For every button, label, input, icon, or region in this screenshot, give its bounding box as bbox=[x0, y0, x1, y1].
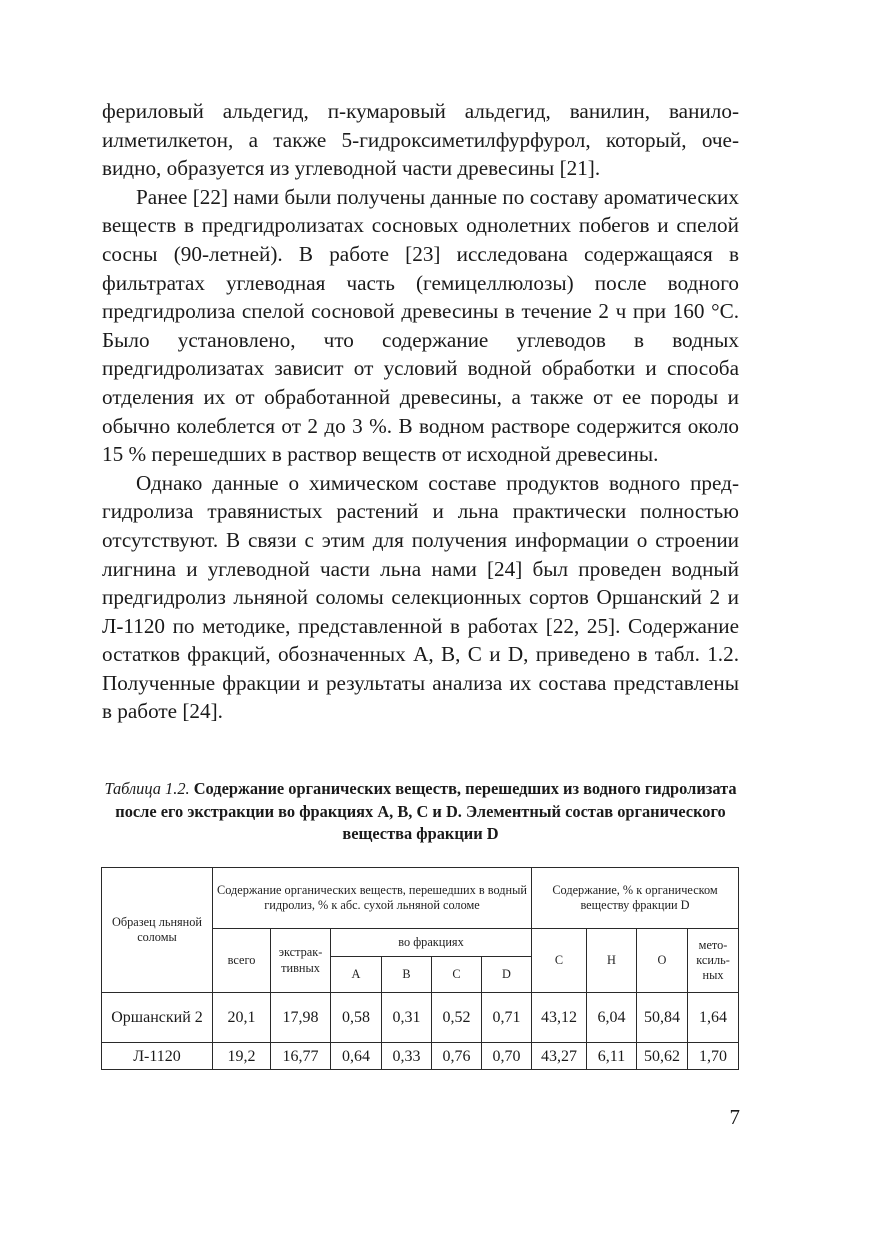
cell-total: 19,2 bbox=[213, 1043, 271, 1070]
table-caption-title: Содержание органических веществ, перешедших из водного гидролизата после его экстракции во фракциях A, B, C и D. Элементный состав органического вещества фракции D bbox=[115, 779, 737, 843]
cell-hydrogen: 6,04 bbox=[587, 993, 637, 1043]
header-fraction-b: B bbox=[382, 957, 432, 993]
cell-fraction-d: 0,70 bbox=[482, 1043, 532, 1070]
cell-fraction-c: 0,76 bbox=[432, 1043, 482, 1070]
header-fraction-a: A bbox=[331, 957, 382, 993]
cell-extractive: 16,77 bbox=[271, 1043, 331, 1070]
cell-total: 20,1 bbox=[213, 993, 271, 1043]
cell-fraction-a: 0,58 bbox=[331, 993, 382, 1043]
paragraph: Ранее [22] нами были получены данные по составу ароматических веществ в предгидролизатах сосновых однолетних побегов и спелой сосны (90-летней). В работе [23] исследована содержащаяся в фильтратах углеводная часть (гемицеллюлозы) после водного предгидролиза спелой сосновой древесины в течение 2 ч при 160 °C. Было установлено, что содержание углеводов в водных предгидролизатах зависит от условий водной обработки и способа отделения их от обработанной древесины, а также от ее породы и обычно колеблется от 2 до 3 %. В водном растворе содержится около 15 % перешедших в раствор веществ от исходной древесины. bbox=[102, 184, 739, 467]
table-row bbox=[102, 993, 739, 1043]
cell-methoxyl: 1,64 bbox=[688, 993, 739, 1043]
cell-fraction-d: 0,71 bbox=[482, 993, 532, 1043]
cell-hydrogen: 6,11 bbox=[587, 1043, 637, 1070]
cell-fraction-c: 0,52 bbox=[432, 993, 482, 1043]
table-caption bbox=[102, 778, 739, 846]
cell-oxygen: 50,62 bbox=[637, 1043, 688, 1070]
header-in-fractions: во фракциях bbox=[331, 929, 532, 957]
header-hydrogen: H bbox=[587, 929, 637, 993]
row-sample: Л-1120 bbox=[102, 1043, 213, 1070]
data-table bbox=[101, 867, 739, 1070]
header-carbon: C bbox=[532, 929, 587, 993]
row-sample: Оршанский 2 bbox=[102, 993, 213, 1043]
header-extractive: экстрак-тивных bbox=[271, 929, 331, 993]
page-number: 7 bbox=[729, 1105, 740, 1129]
header-methoxyl: мето-ксиль-ных bbox=[688, 929, 739, 993]
cell-extractive: 17,98 bbox=[271, 993, 331, 1043]
header-element-content: Содержание, % к органическом веществу фракции D bbox=[532, 868, 739, 929]
header-fraction-c: C bbox=[432, 957, 482, 993]
cell-methoxyl: 1,70 bbox=[688, 1043, 739, 1070]
cell-fraction-b: 0,33 bbox=[382, 1043, 432, 1070]
cell-carbon: 43,27 bbox=[532, 1043, 587, 1070]
cell-carbon: 43,12 bbox=[532, 993, 587, 1043]
body-text bbox=[102, 97, 739, 726]
cell-fraction-b: 0,31 bbox=[382, 993, 432, 1043]
cell-fraction-a: 0,64 bbox=[331, 1043, 382, 1070]
table-caption-label: Таблица 1.2. bbox=[104, 779, 190, 798]
cell-oxygen: 50,84 bbox=[637, 993, 688, 1043]
paragraph: фериловый альдегид, п-кумаровый альдегид, ванилин, ванилоилметилкетон, а также 5-гидроксиметилфурфурол, который, очевидно, образуется из углеводной части древесины [21]. bbox=[102, 99, 739, 181]
header-oxygen: O bbox=[637, 929, 688, 993]
header-total: всего bbox=[213, 929, 271, 993]
header-fraction-d: D bbox=[482, 957, 532, 993]
header-sample: Образец льняной соломы bbox=[102, 868, 213, 993]
header-organic-content: Содержание органических веществ, перешедших в водный гидролиз, % к абс. сухой льняной соломе bbox=[213, 868, 532, 929]
paragraph: Однако данные о химическом составе продуктов водного предгидролиза травянистых растений и льна практически полностью отсутствуют. В связи с этим для получения информации о строении лигнина и углеводной части льна нами [24] был проведен водный предгидролиз льняной соломы селекционных сортов Оршанский 2 и Л-1120 по методике, представленной в работах [22, 25]. Содержание остатков фракций, обозначенных A, B, C и D, приведено в табл. 1.2. Полученные фракции и результаты анализа их состава представлены в работе [24]. bbox=[102, 470, 739, 724]
table-row bbox=[102, 1043, 739, 1070]
